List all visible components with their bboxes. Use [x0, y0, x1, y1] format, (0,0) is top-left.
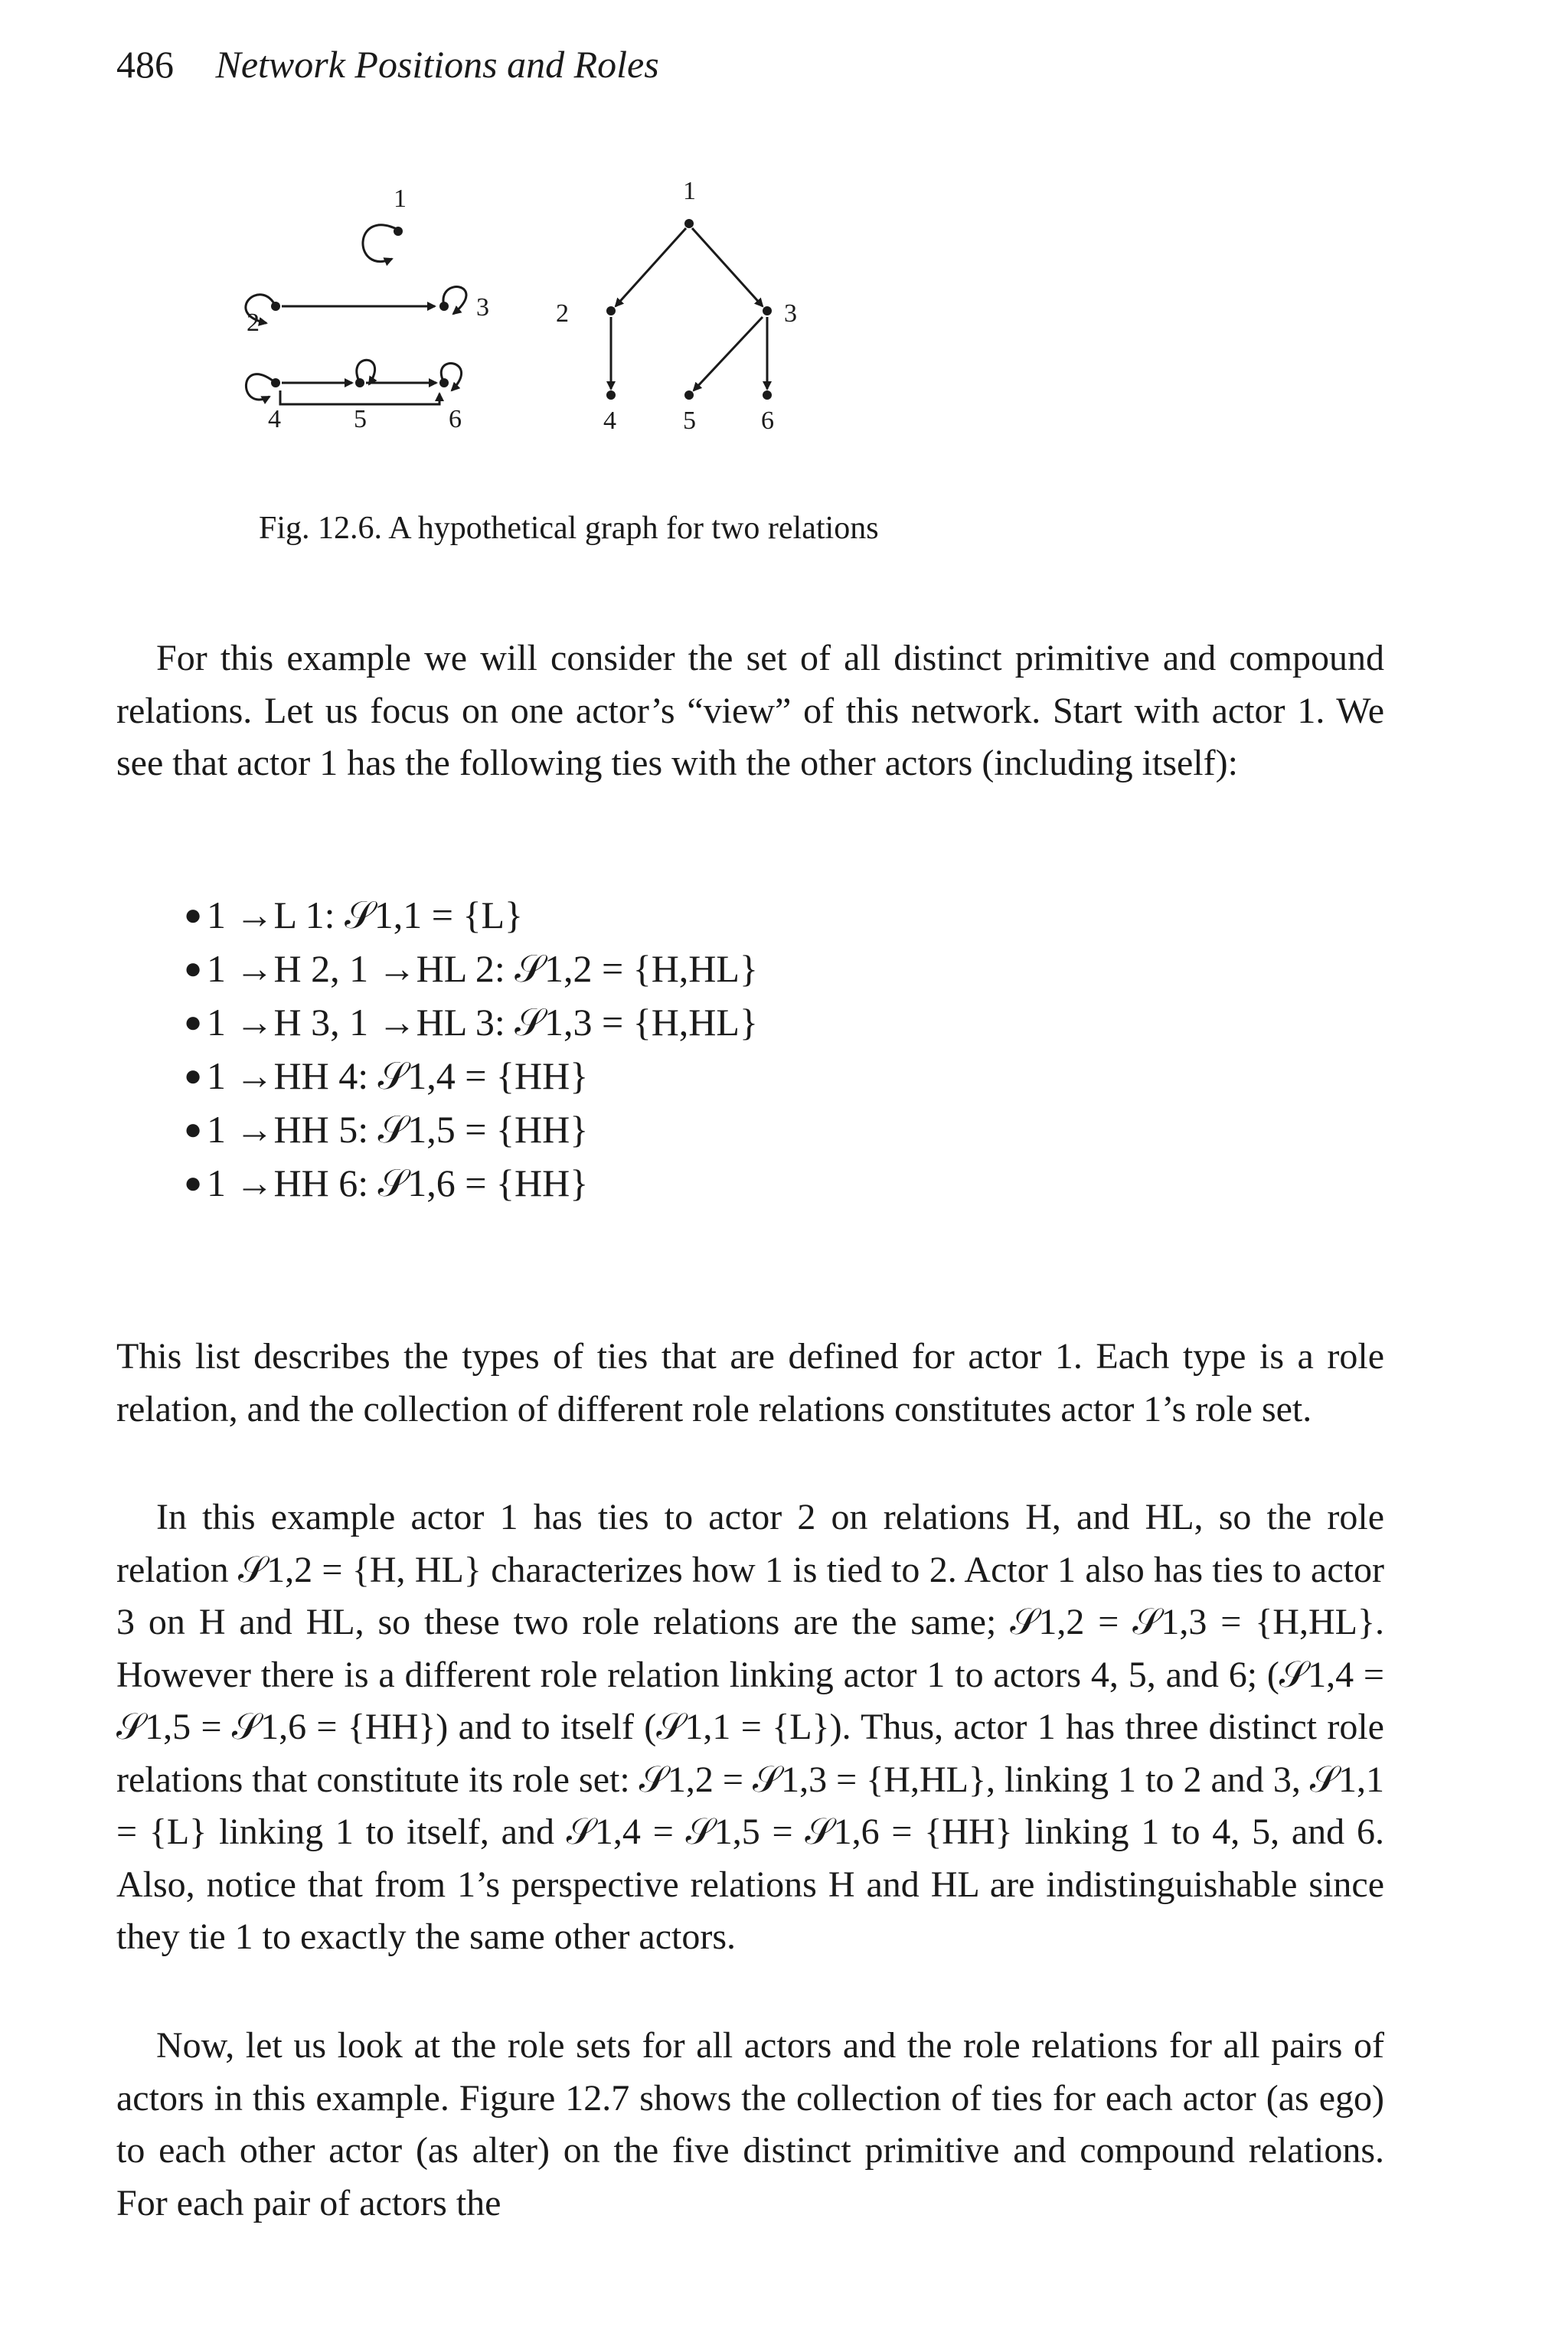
node-6-left [439, 378, 449, 387]
bullet-icon: ● [184, 897, 203, 932]
loop-node-1 [363, 225, 398, 262]
list-item [184, 1156, 1279, 1210]
bullet-icon: ● [184, 1112, 203, 1146]
tie-list [184, 888, 1279, 1210]
edge-1-2-right [616, 228, 686, 306]
node-3-right [763, 306, 772, 315]
tie-text: 1 →HH 4: 𝒮1,4 = {HH} [207, 1054, 589, 1097]
now-paragraph [116, 2020, 1384, 2230]
intro-paragraph [116, 632, 1384, 790]
node-2-left [271, 302, 280, 311]
node-2-right [606, 306, 616, 315]
list-item [184, 995, 1279, 1049]
label-node-5-left: 5 [354, 405, 367, 433]
page-number: 486 [116, 43, 174, 86]
label-node-2-right: 2 [556, 299, 569, 328]
figure-caption: Fig. 12.6. A hypothetical graph for two relations [259, 511, 879, 546]
node-4-left [271, 378, 280, 387]
node-6-right [763, 390, 772, 400]
tie-text: 1 →H 2, 1 →HL 2: 𝒮1,2 = {H,HL} [207, 947, 758, 990]
tie-text: 1 →HH 6: 𝒮1,6 = {HH} [207, 1161, 589, 1204]
edge-4-6-left [280, 390, 439, 404]
edge-1-3-right [692, 228, 763, 306]
label-node-4-right: 4 [603, 407, 616, 435]
page-header [116, 40, 659, 89]
tie-text: 1 →H 3, 1 →HL 3: 𝒮1,3 = {H,HL} [207, 1001, 758, 1044]
label-node-1-right: 1 [683, 177, 696, 205]
edge-3-5-right [694, 317, 763, 390]
tie-text: 1 →L 1: 𝒮1,1 = {L} [207, 894, 524, 936]
list-item [184, 888, 1279, 942]
list-description-text: This list describes the types of ties that are defined for actor 1. Each type is a role relation, and the collection of different role relations constitutes actor 1’s role set. [116, 1336, 1384, 1429]
example-text: In this example actor 1 has ties to actor 2 on relations H, and HL, so the role relation 𝒮1,2 = {H, HL} characterizes how 1 is tied to 2. Actor 1 also has ties to actor 3 on H and HL, so these two role relations are the same; 𝒮1,2 = 𝒮1,3 = {H,HL}. However there is a different role relation linking actor 1 to actors 4, 5, and 6; (𝒮1,4 = 𝒮1,5 = 𝒮1,6 = {HH}) and to itself (𝒮1,1 = {L}). Thus, actor 1 has three distinct role relations that constitute its role set: 𝒮1,2 = 𝒮1,3 = {H,HL}, linking 1 to 2 and 3, 𝒮1,1 = {L} linking 1 to itself, and 𝒮1,4 = 𝒮1,5 = 𝒮1,6 = {HH} linking 1 to 4, 5, and 6. Also, notice that from 1’s perspective relations H and HL are indistinguishable since they tie 1 to exactly the same other actors. [116, 1497, 1384, 1957]
node-5-right [684, 390, 694, 400]
list-item [184, 1103, 1279, 1156]
running-title: Network Positions and Roles [215, 43, 659, 86]
node-1-right [684, 219, 694, 228]
node-1-left [394, 227, 403, 236]
label-node-3-left: 3 [476, 293, 489, 322]
label-node-5-right: 5 [683, 407, 696, 435]
label-node-6-right: 6 [761, 407, 774, 435]
bullet-icon: ● [184, 951, 203, 985]
list-item [184, 1049, 1279, 1103]
intro-text: For this example we will consider the set of all distinct primitive and compound relations. Let us focus on one actor’s “view” of this network. Start with actor 1. We see that actor 1 has the following ties with the other actors (including itself): [116, 638, 1384, 783]
bullet-icon: ● [184, 1058, 203, 1093]
label-node-1-left: 1 [394, 185, 407, 213]
label-node-3-right: 3 [784, 299, 797, 328]
tie-text: 1 →HH 5: 𝒮1,5 = {HH} [207, 1108, 589, 1151]
node-3-left [439, 302, 449, 311]
left-graph [246, 185, 489, 433]
node-5-left [355, 378, 364, 387]
right-graph [556, 177, 797, 435]
list-item [184, 942, 1279, 995]
node-4-right [606, 390, 616, 400]
bullet-icon: ● [184, 1165, 203, 1200]
figure-12-6 [230, 161, 812, 452]
loop-node-4 [246, 374, 276, 400]
graph-diagram [230, 161, 812, 452]
example-paragraph [116, 1491, 1384, 1964]
label-node-2-left: 2 [247, 309, 260, 337]
now-text: Now, let us look at the role sets for all actors and the role relations for all pairs of actors in this example. Figure 12.7 shows the collection of ties for each actor (as ego) to each other actor (as alter) on the five distinct primitive and compound relations. For each pair of actors the [116, 2025, 1384, 2223]
label-node-6-left: 6 [449, 405, 462, 433]
list-description-paragraph [116, 1331, 1384, 1436]
label-node-4-left: 4 [268, 405, 281, 433]
bullet-icon: ● [184, 1005, 203, 1039]
